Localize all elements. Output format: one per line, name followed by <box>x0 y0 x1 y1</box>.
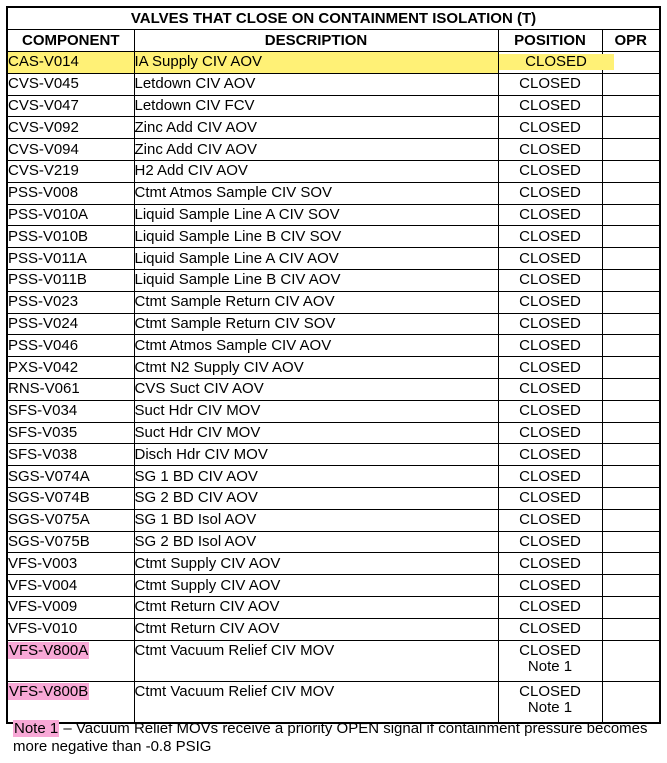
table-row <box>7 400 660 422</box>
component-id: VFS-V004 <box>8 576 78 594</box>
cell-opr <box>602 95 660 117</box>
position-note: Note 1 <box>527 698 573 716</box>
cell-component <box>7 487 134 509</box>
cell-description: Liquid Sample Line B CIV SOV <box>134 226 498 248</box>
cell-description: Zinc Add CIV AOV <box>134 117 498 139</box>
table-row <box>7 269 660 291</box>
component-id: PSS-V023 <box>8 293 79 311</box>
component-id: PSS-V010B <box>8 227 89 245</box>
cell-component <box>7 618 134 640</box>
table-row <box>7 378 660 400</box>
cell-component <box>7 313 134 335</box>
cell-opr <box>602 531 660 553</box>
cell-opr <box>602 487 660 509</box>
cell-position <box>498 226 602 248</box>
cell-position <box>498 73 602 95</box>
table-row <box>7 553 660 575</box>
position-value: CLOSED <box>519 140 581 158</box>
table-row <box>7 313 660 335</box>
cell-component <box>7 139 134 161</box>
header-description: DESCRIPTION <box>134 30 498 52</box>
cell-description: Liquid Sample Line B CIV AOV <box>134 269 498 291</box>
cell-description: Suct Hdr CIV MOV <box>134 400 498 422</box>
cell-component <box>7 269 134 291</box>
table-body <box>7 52 660 723</box>
cell-description: Ctmt Atmos Sample CIV AOV <box>134 335 498 357</box>
position-value: CLOSED <box>519 532 581 550</box>
component-id: VFS-V003 <box>8 554 78 572</box>
cell-opr <box>602 269 660 291</box>
component-id: SGS-V075A <box>8 511 90 529</box>
cell-description: Ctmt N2 Supply CIV AOV <box>134 357 498 379</box>
cell-component <box>7 444 134 466</box>
cell-position <box>498 248 602 270</box>
cell-description: Letdown CIV FCV <box>134 95 498 117</box>
component-id: RNS-V061 <box>8 380 80 398</box>
cell-position <box>498 335 602 357</box>
cell-position <box>498 575 602 597</box>
table-row <box>7 204 660 226</box>
cell-description: Ctmt Return CIV AOV <box>134 618 498 640</box>
cell-component <box>7 160 134 182</box>
cell-description: Letdown CIV AOV <box>134 73 498 95</box>
cell-opr <box>602 575 660 597</box>
component-id: SGS-V075B <box>8 532 90 550</box>
cell-opr <box>602 335 660 357</box>
position-value: CLOSED <box>519 576 581 594</box>
footnote-text: – Vacuum Relief MOVs receive a priority OPEN signal if containment pressure becomes more negative than -0.8 PSIG <box>13 720 648 755</box>
cell-description: SG 1 BD CIV AOV <box>134 466 498 488</box>
cell-description: H2 Add CIV AOV <box>134 160 498 182</box>
table-row <box>7 681 660 723</box>
cell-position <box>498 313 602 335</box>
position-value: CLOSED <box>499 54 614 70</box>
cell-opr <box>602 248 660 270</box>
cell-opr <box>602 681 660 723</box>
cell-position <box>498 400 602 422</box>
cell-description: CVS Suct CIV AOV <box>134 378 498 400</box>
cell-description: Zinc Add CIV AOV <box>134 139 498 161</box>
cell-opr <box>602 226 660 248</box>
footnote-label: Note 1 <box>14 720 59 737</box>
cell-component <box>7 52 134 74</box>
component-id: CVS-V045 <box>8 75 79 93</box>
cell-component <box>7 204 134 226</box>
table-row <box>7 422 660 444</box>
position-value: CLOSED <box>519 489 581 507</box>
position-value: CLOSED <box>519 314 581 332</box>
cell-opr <box>602 400 660 422</box>
table-row <box>7 291 660 313</box>
position-value: CLOSED <box>519 467 581 485</box>
position-value: CLOSED <box>519 184 581 202</box>
cell-position <box>498 553 602 575</box>
cell-component <box>7 422 134 444</box>
component-id: PSS-V010A <box>8 205 89 223</box>
table-row <box>7 487 660 509</box>
header-component: COMPONENT <box>7 30 134 52</box>
cell-opr <box>602 204 660 226</box>
cell-component <box>7 400 134 422</box>
header-position: POSITION <box>498 30 602 52</box>
cell-opr <box>602 291 660 313</box>
cell-description: Ctmt Supply CIV AOV <box>134 553 498 575</box>
cell-component <box>7 640 134 681</box>
cell-opr <box>602 378 660 400</box>
cell-opr <box>602 73 660 95</box>
table-row <box>7 248 660 270</box>
position-value: CLOSED <box>519 271 581 289</box>
component-id: SFS-V034 <box>8 402 78 420</box>
table-row <box>7 182 660 204</box>
cell-component <box>7 73 134 95</box>
component-id: PSS-V008 <box>8 184 79 202</box>
table-row <box>7 73 660 95</box>
table-row <box>7 139 660 161</box>
component-id: VFS-V009 <box>8 598 78 616</box>
component-id: PSS-V024 <box>8 314 79 332</box>
table-row <box>7 444 660 466</box>
table-row <box>7 357 660 379</box>
cell-component <box>7 226 134 248</box>
cell-position <box>498 640 602 681</box>
table-row <box>7 640 660 681</box>
header-opr: OPR <box>602 30 660 52</box>
cell-description: Ctmt Vacuum Relief CIV MOV <box>134 681 498 723</box>
position-value: CLOSED <box>519 641 581 659</box>
cell-description: Ctmt Atmos Sample CIV SOV <box>134 182 498 204</box>
cell-position <box>498 618 602 640</box>
table-row <box>7 160 660 182</box>
cell-position <box>498 466 602 488</box>
cell-component <box>7 596 134 618</box>
table-title: VALVES THAT CLOSE ON CONTAINMENT ISOLATION (T) <box>7 7 660 30</box>
cell-position <box>498 117 602 139</box>
cell-description: SG 2 BD Isol AOV <box>134 531 498 553</box>
cell-component <box>7 182 134 204</box>
component-id: CVS-V047 <box>8 96 79 114</box>
table-row <box>7 509 660 531</box>
cell-component <box>7 248 134 270</box>
cell-component <box>7 95 134 117</box>
cell-component <box>7 357 134 379</box>
cell-position <box>498 487 602 509</box>
cell-opr <box>602 509 660 531</box>
position-value: CLOSED <box>519 402 581 420</box>
cell-position <box>498 182 602 204</box>
cell-opr <box>602 466 660 488</box>
cell-description: Ctmt Sample Return CIV AOV <box>134 291 498 313</box>
position-value: CLOSED <box>519 249 581 267</box>
table-row <box>7 52 660 74</box>
cell-position <box>498 139 602 161</box>
cell-description: Ctmt Vacuum Relief CIV MOV <box>134 640 498 681</box>
table-row <box>7 117 660 139</box>
valves-table <box>6 6 661 724</box>
cell-description: Ctmt Supply CIV AOV <box>134 575 498 597</box>
cell-description: Liquid Sample Line A CIV AOV <box>134 248 498 270</box>
position-value: CLOSED <box>519 118 581 136</box>
cell-opr <box>602 357 660 379</box>
cell-opr <box>602 422 660 444</box>
cell-opr <box>602 640 660 681</box>
cell-opr <box>602 117 660 139</box>
cell-position <box>498 160 602 182</box>
component-id: VFS-V010 <box>8 620 78 638</box>
cell-opr <box>602 596 660 618</box>
cell-position <box>498 509 602 531</box>
position-value: CLOSED <box>519 205 581 223</box>
cell-position <box>498 204 602 226</box>
cell-component <box>7 378 134 400</box>
cell-opr <box>602 139 660 161</box>
table-row <box>7 226 660 248</box>
cell-description: Liquid Sample Line A CIV SOV <box>134 204 498 226</box>
position-value: CLOSED <box>519 445 581 463</box>
component-id: PXS-V042 <box>8 358 79 376</box>
table-row <box>7 466 660 488</box>
cell-position <box>498 52 602 74</box>
cell-component <box>7 553 134 575</box>
cell-position <box>498 681 602 723</box>
component-id: CVS-V219 <box>8 162 79 180</box>
component-id: CAS-V014 <box>8 53 79 71</box>
cell-opr <box>602 182 660 204</box>
cell-position <box>498 378 602 400</box>
component-id: SFS-V038 <box>8 445 78 463</box>
position-value: CLOSED <box>519 336 581 354</box>
cell-position <box>498 291 602 313</box>
cell-description: SG 1 BD Isol AOV <box>134 509 498 531</box>
position-value: CLOSED <box>519 554 581 572</box>
cell-description: Ctmt Sample Return CIV SOV <box>134 313 498 335</box>
cell-position <box>498 357 602 379</box>
component-id: SGS-V074A <box>8 467 90 485</box>
cell-component <box>7 117 134 139</box>
cell-description: IA Supply CIV AOV <box>134 52 498 74</box>
cell-opr <box>602 313 660 335</box>
table-row <box>7 531 660 553</box>
component-id: PSS-V046 <box>8 336 79 354</box>
component-id: SFS-V035 <box>8 423 78 441</box>
cell-component <box>7 466 134 488</box>
position-value: CLOSED <box>519 620 581 638</box>
cell-description: Ctmt Return CIV AOV <box>134 596 498 618</box>
cell-position <box>498 269 602 291</box>
table-row <box>7 575 660 597</box>
table-row <box>7 596 660 618</box>
cell-description: SG 2 BD CIV AOV <box>134 487 498 509</box>
component-id: VFS-V800B <box>9 682 89 700</box>
cell-component <box>7 291 134 313</box>
cell-opr <box>602 160 660 182</box>
cell-position <box>498 596 602 618</box>
table-row <box>7 95 660 117</box>
cell-component <box>7 531 134 553</box>
position-value: CLOSED <box>519 75 581 93</box>
position-value: CLOSED <box>519 358 581 376</box>
position-value: CLOSED <box>519 380 581 398</box>
table-row <box>7 618 660 640</box>
table-row <box>7 335 660 357</box>
cell-component <box>7 575 134 597</box>
position-value: CLOSED <box>519 682 581 700</box>
position-value: CLOSED <box>519 293 581 311</box>
position-value: CLOSED <box>519 511 581 529</box>
footnote <box>13 720 653 756</box>
component-id: CVS-V092 <box>8 118 79 136</box>
position-value: CLOSED <box>519 162 581 180</box>
component-id: SGS-V074B <box>8 489 90 507</box>
cell-description: Suct Hdr CIV MOV <box>134 422 498 444</box>
cell-position <box>498 95 602 117</box>
component-id: PSS-V011B <box>8 271 87 289</box>
component-id: VFS-V800A <box>9 641 89 659</box>
position-note: Note 1 <box>527 657 573 675</box>
cell-position <box>498 422 602 444</box>
position-value: CLOSED <box>519 598 581 616</box>
cell-component <box>7 335 134 357</box>
cell-opr <box>602 444 660 466</box>
position-value: CLOSED <box>519 227 581 245</box>
component-id: CVS-V094 <box>8 140 79 158</box>
cell-position <box>498 531 602 553</box>
cell-description: Disch Hdr CIV MOV <box>134 444 498 466</box>
position-value: CLOSED <box>519 96 581 114</box>
component-id: PSS-V011A <box>8 249 87 267</box>
cell-opr <box>602 553 660 575</box>
position-value: CLOSED <box>519 423 581 441</box>
cell-opr <box>602 618 660 640</box>
cell-component <box>7 509 134 531</box>
cell-position <box>498 444 602 466</box>
cell-component <box>7 681 134 723</box>
